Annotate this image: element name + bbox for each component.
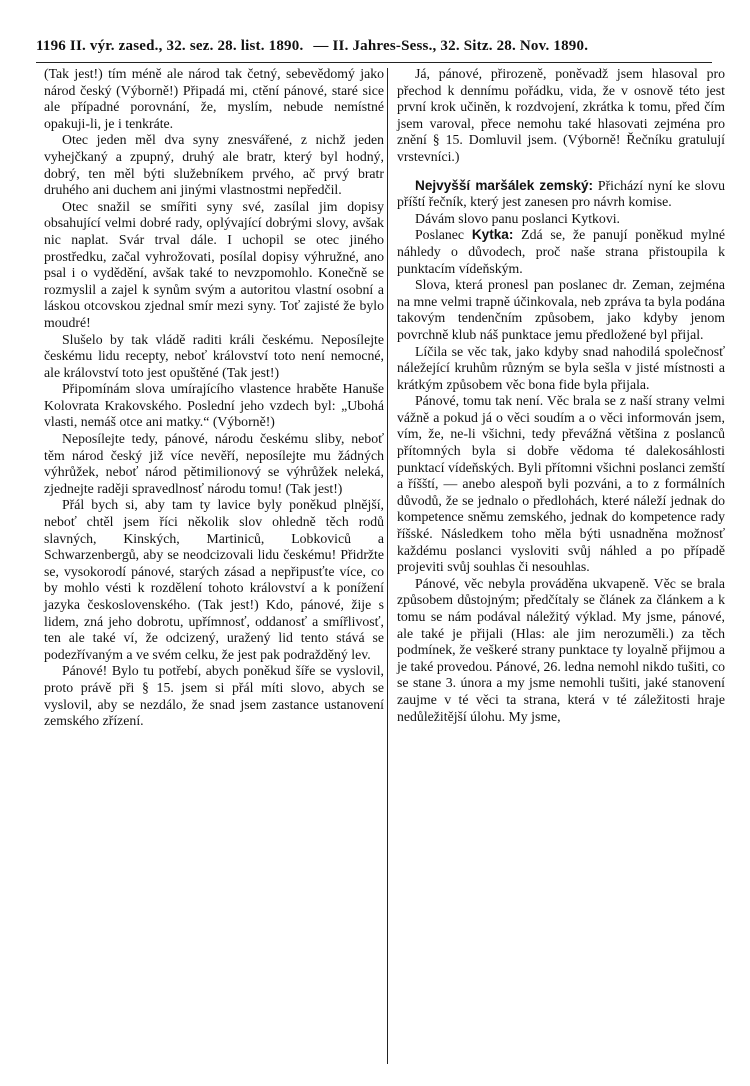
paragraph: Dávám slovo panu poslanci Kytkovi. bbox=[415, 210, 621, 226]
speaker-title: Poslanec bbox=[415, 227, 465, 243]
header-german: — II. Jahres-Sess., 32. Sitz. 28. Nov. 1890. bbox=[313, 38, 589, 54]
paragraph: Neposílejte tedy, pánové, národu českému sliby, neboť těm národ český již více nevěří, neposílejte mu žádných výhrůžek, neboť národ pětimilionový se výhrůžek neleká, zjednejte raději spravedlnosť národu tomu! (Tak jest!) bbox=[44, 431, 384, 496]
paragraph: (Tak jest!) tím méně ale národ tak četný, sebevědomý jako národ český (Výborně!) Připadá mi, ctění pánové, staré sice ale případné porovnání, že, myslím, nebude nemístné opakuji-li, je i tenkráte. bbox=[44, 66, 384, 131]
left-column bbox=[44, 66, 384, 730]
paragraph: Otec snažil se smířiti syny své, zasílal jim dopisy obsahující velmi dobré rady, oplývající dobrými slovy, avšak nic naplat. Svár trval dále. I uchopil se otec jiného prostředku, začal vyhrožovati, posílal dopisy výhružné, ano psal i o vydědění, avšak také to nevzpomohlo. Konečně se rozmyslil a zajel k synům svým a autoritou vlastní osobní a láskou otcovskou zjednal smír mezi syny. Toť zajisté že bylo moudré! bbox=[44, 198, 384, 330]
paragraph: Slova, která pronesl pan poslanec dr. Zeman, zejména na mne velmi trapně účinkovala, neb zpráva ta byla podána takovým tendenčním způsobem, jako kdyby jenom povrchně klub náš punktace jemu předložené byl přijal. bbox=[397, 277, 725, 342]
paragraph: Pánové! Bylo tu potřebí, abych poněkud šíře se vyslovil, proto právě při § 15. jsem si přál míti slovo, abych se vyslovil, aby se nezdálo, že snad jsem zastance ustanovení zemského zřízení. bbox=[44, 663, 384, 729]
speaker-paragraph bbox=[397, 227, 725, 277]
column-divider bbox=[387, 68, 388, 1064]
speaker-name: Kytka: bbox=[471, 227, 514, 243]
paragraph: Přál bych si, aby tam ty lavice byly poněkud plnější, neboť chtěl jsem říci několik slov ohledně těch rodů slavných, Kinských, Martiniců, Lobkoviců a Schwarzenbergů, aby se neodcizovali lidu českému! Přidržte se, vysokorodí pánové, starých zásad a nepřipusťte více, co by mohlo vésti k rozdělení tohoto království a k ponížení jazyka československého. (Tak jest!) Kdo, pánové, žije s lidem, zná jeho dobrotu, upřímnosť, oddanosť a smířlivosť, ten ale také ví, že odcizený, uražený lid tento stává se podezřívaným a ve svém celku, že jest pak podražděný lev. bbox=[44, 497, 384, 662]
speaker-paragraph bbox=[397, 178, 725, 211]
paragraph: Pánové, tomu tak není. Věc brala se z naší strany velmi vážně a pokud já o věci soudím a o věci informován jsem, vím, že, ne-li všichni, tedy převážná většina z poslanců přítomných byla si dobře vědoma té dalekosáhlosti punktací vídeňských. Byli přítomni všichni poslanci zemští a říšští, — anebo alespoň byli pozváni, a to z formálních důvodů, že se jednalo o předlohách, které náleží jednak do kompetence sněmu zemského, jednak do kompetence rady říšské. Následkem toho měla býti usnadněna možnosť každému poslanci vysloviti svůj náhled a po případě projeviti svůj souhlas či nesouhlas. bbox=[397, 393, 725, 575]
paragraph: Otec jeden měl dva syny znesvářené, z nichž jeden vyhejčkaný a zpupný, druhý ale bratr, který byl hodný, dobrý, ten měl býti služebníkem prvého, ač prvý bratr druhého ani duchem ani jinými vlastnostmi nepředčil. bbox=[44, 132, 384, 198]
header-rule bbox=[36, 62, 712, 63]
paragraph: Já, pánové, přirozeně, poněvadž jsem hlasoval pro přechod k dennímu pořádku, vida, že v osnově této jest první krok učiněn, k rozdvojení, zkrátka k tomu, před čím jsem varoval, přece nemohu také hlasovati zejména pro znění § 15. Domluvil jsem. (Výborně! Řečníku gratulují vrstevníci.) bbox=[397, 66, 725, 164]
paragraph: Slušelo by tak vládě raditi králi českému. Neposílejte českému lidu recepty, neboť království toto není nemocné, ale království toto jest opuštěné (Tak jest!) bbox=[44, 331, 384, 380]
header-czech: 1196 II. výr. zased., 32. sez. 28. list. 1890. bbox=[36, 38, 304, 54]
paragraph: Pánové, věc nebyla prováděna ukvapeně. Věc se brala způsobem důstojným; předčítaly se článek za článkem a k tomu se nám podával náležitý výklad. My jsme, pánové, ale také je přijali (Hlas: ale jim nerozuměli.) za těch podmínek, že veškeré strany punktace ty loyalně přijmou a je také provedou. Pánové, 26. ledna nemohl nikdo tušiti, co se stane 3. února a my jsme nemohli tušiti, jaké stanovení zaujme v té věci ta strana, která v té záležitosti hraje nedůležitější úlohu. My jsme, bbox=[397, 575, 725, 724]
speaker-name: Nejvyšší maršálek zemský: bbox=[415, 177, 594, 193]
speech-text: Zdá se, že panují poněkud mylné náhledy o důvodech, proč naše strana přistoupila k punktacím vídeňským. bbox=[397, 227, 726, 276]
right-column bbox=[397, 66, 725, 725]
page-header bbox=[36, 38, 712, 55]
paragraph: Připomínám slova umírajícího vlastence hraběte Hanuše Kolovrata Krakovského. Poslední jeho vzdech byl: „Ubohá vlasti, nemáš otce ani matky.“ (Výborně!) bbox=[44, 381, 384, 430]
speech-text: Přichází nyní ke slovu příští řečník, který jest zanesen pro návrh komise. bbox=[397, 177, 726, 210]
paragraph: Líčila se věc tak, jako kdyby snad nahodilá společnosť náležející kruhům různým se byla sešla v jisté místnosti a krátkým způsobem věc bona fide byla přijala. bbox=[397, 343, 725, 392]
